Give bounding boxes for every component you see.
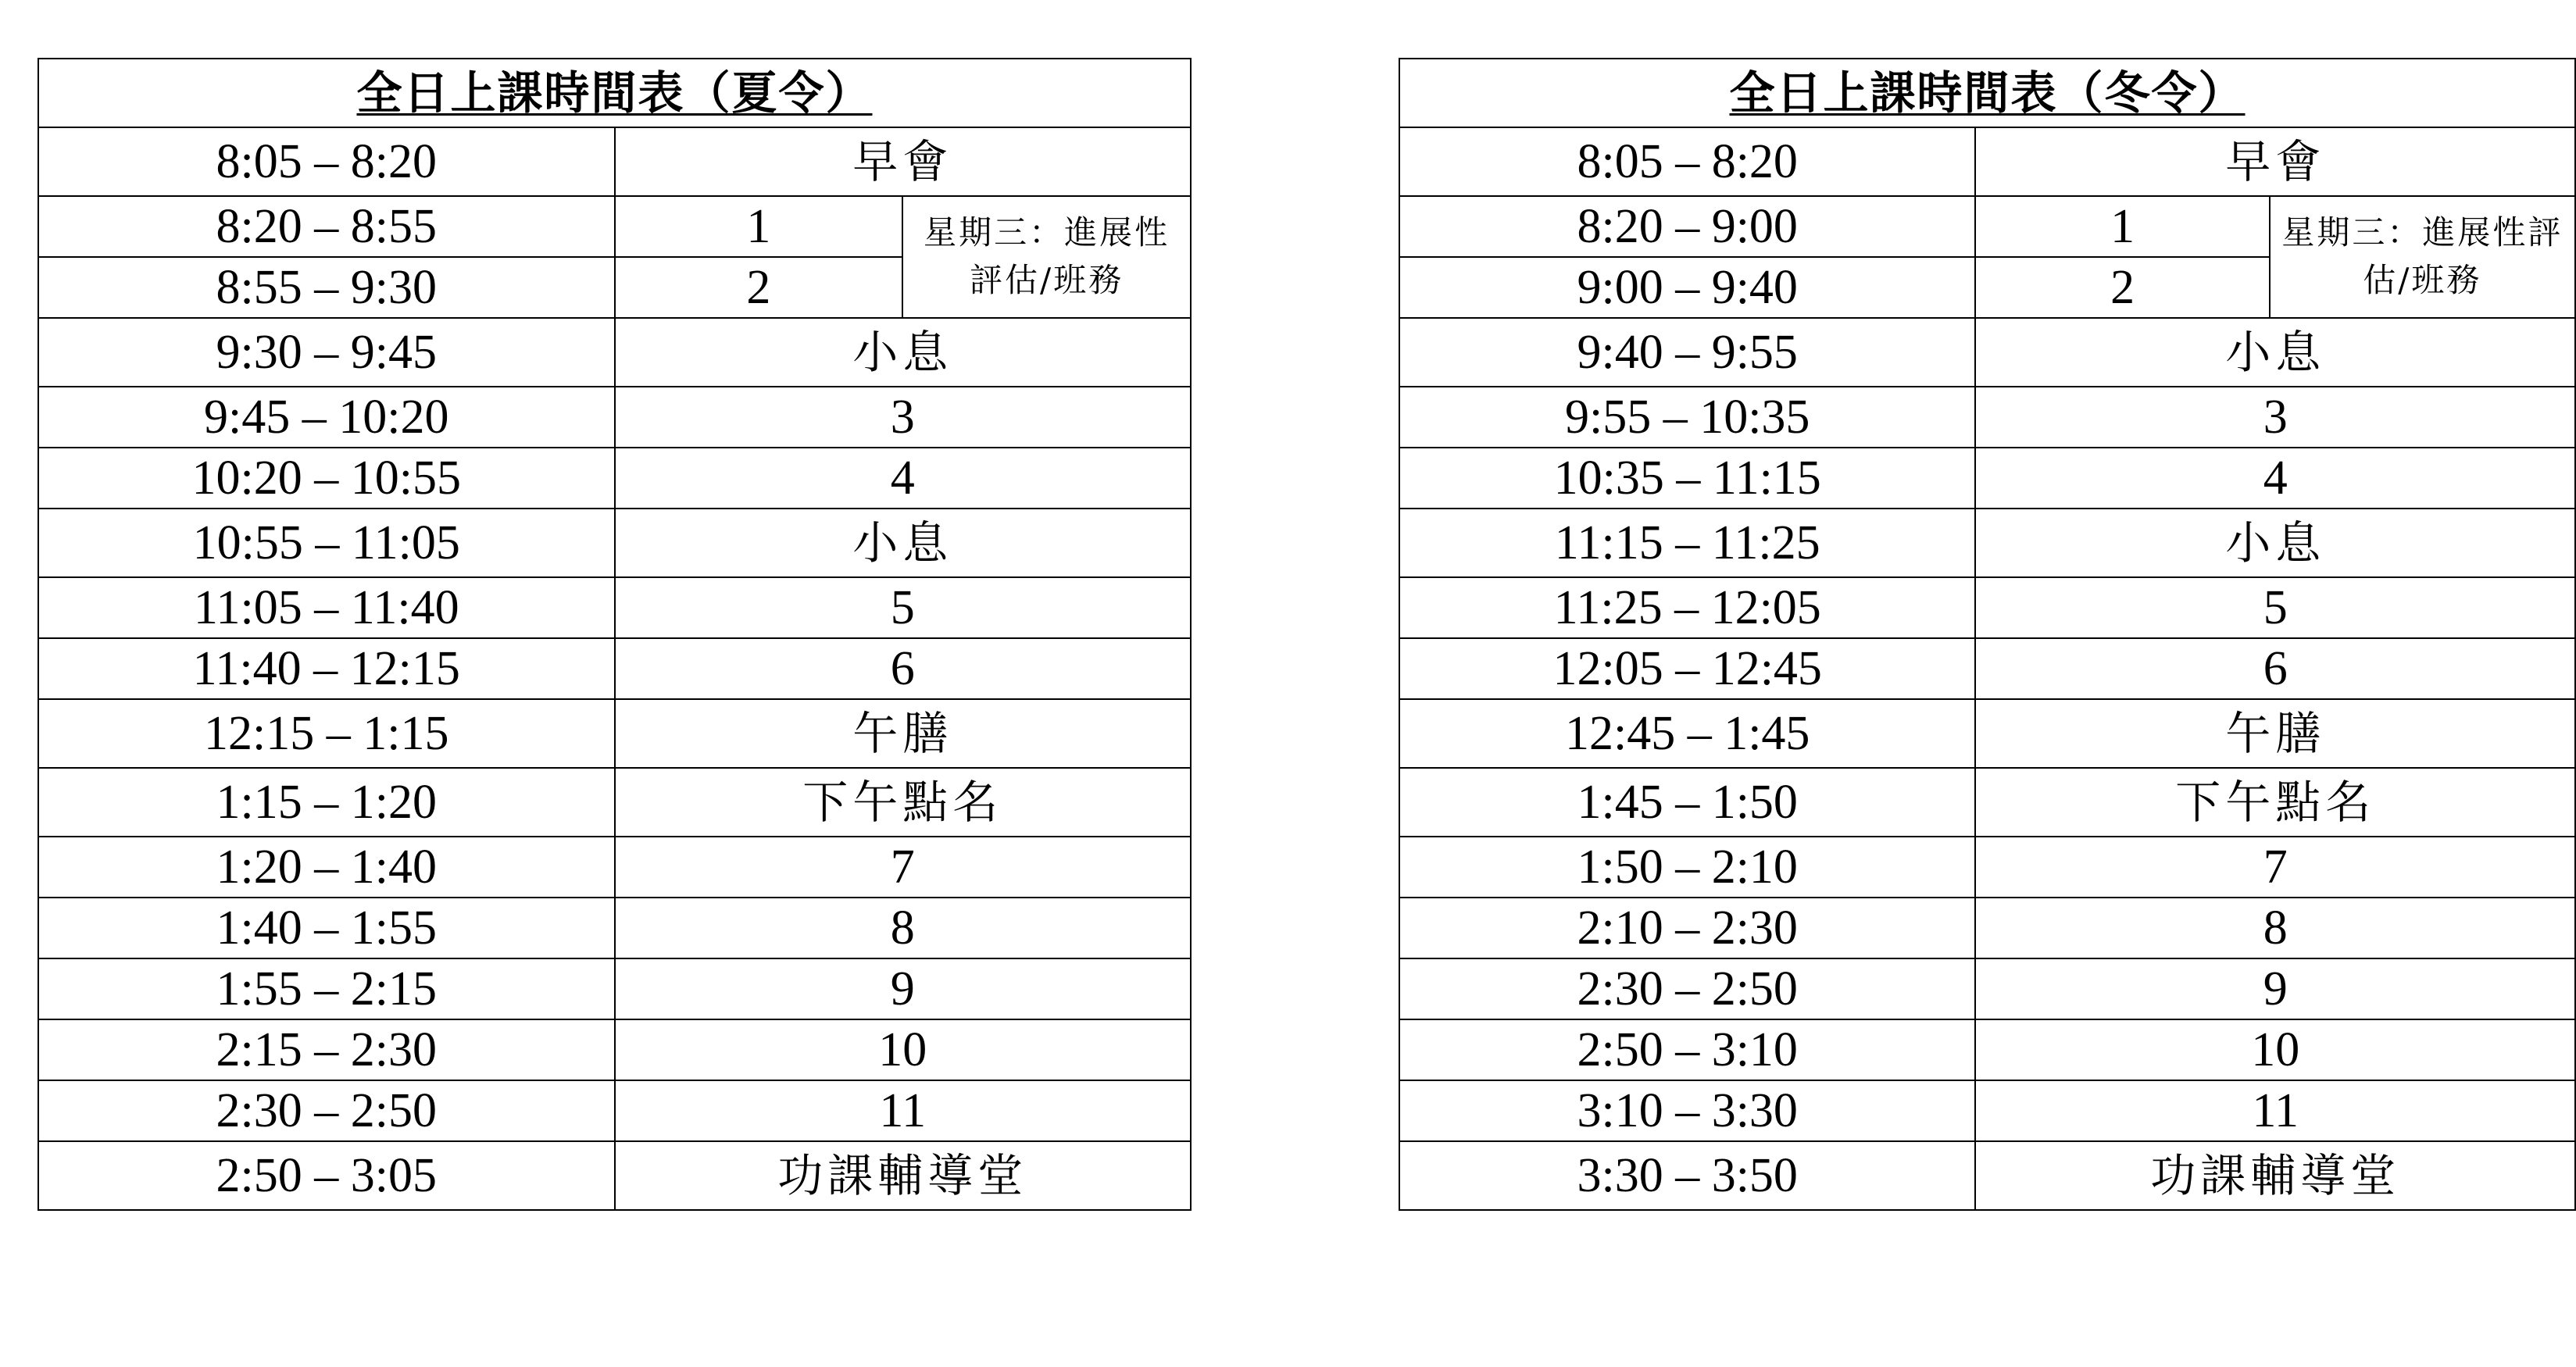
table-row	[1399, 638, 2575, 699]
table-row	[38, 638, 1191, 699]
table-row	[1399, 318, 2575, 387]
activity-cell: 功課輔導堂	[615, 1141, 1192, 1210]
wednesday-note: 星期三：進展性評估/班務	[2270, 196, 2575, 318]
table-row	[38, 448, 1191, 509]
time-cell: 12:15 – 1:15	[38, 699, 615, 768]
period-cell: 7	[1975, 837, 2575, 898]
table-row	[1399, 837, 2575, 898]
time-cell: 2:50 – 3:10	[1399, 1019, 1975, 1080]
table-row	[1399, 1141, 2575, 1210]
time-cell: 8:20 – 9:00	[1399, 196, 1975, 257]
period-cell: 7	[615, 837, 1192, 898]
table-row	[1399, 1019, 2575, 1080]
period-cell: 10	[615, 1019, 1192, 1080]
table-row	[38, 1141, 1191, 1210]
table-row	[38, 509, 1191, 577]
activity-cell: 功課輔導堂	[1975, 1141, 2575, 1210]
activity-cell: 小息	[615, 318, 1192, 387]
time-cell: 2:15 – 2:30	[38, 1019, 615, 1080]
time-cell: 8:05 – 8:20	[38, 127, 615, 196]
time-cell: 12:45 – 1:45	[1399, 699, 1975, 768]
table-row	[1399, 577, 2575, 638]
table-row	[1399, 768, 2575, 837]
table-row	[38, 318, 1191, 387]
time-cell: 3:30 – 3:50	[1399, 1141, 1975, 1210]
time-cell: 2:30 – 2:50	[38, 1080, 615, 1141]
period-cell: 3	[615, 387, 1192, 448]
time-cell: 10:35 – 11:15	[1399, 448, 1975, 509]
period-cell: 5	[1975, 577, 2575, 638]
activity-cell: 小息	[615, 509, 1192, 577]
summer-schedule-table	[38, 58, 1192, 1211]
time-cell: 1:55 – 2:15	[38, 958, 615, 1019]
table-title-cell	[1399, 59, 2575, 127]
time-cell: 3:10 – 3:30	[1399, 1080, 1975, 1141]
time-cell: 11:40 – 12:15	[38, 638, 615, 699]
table-row	[38, 1080, 1191, 1141]
period-cell: 4	[1975, 448, 2575, 509]
table-row	[38, 196, 1191, 257]
winter-schedule-body	[1399, 59, 2575, 1210]
period-cell: 2	[1975, 257, 2269, 318]
time-cell: 9:30 – 9:45	[38, 318, 615, 387]
wednesday-note: 星期三：進展性評估/班務	[902, 196, 1191, 318]
table-title-row	[1399, 59, 2575, 127]
table-row	[38, 1019, 1191, 1080]
activity-cell: 早會	[615, 127, 1192, 196]
period-cell: 11	[615, 1080, 1192, 1141]
time-cell: 1:15 – 1:20	[38, 768, 615, 837]
time-cell: 1:45 – 1:50	[1399, 768, 1975, 837]
activity-cell: 下午點名	[615, 768, 1192, 837]
time-cell: 2:10 – 2:30	[1399, 898, 1975, 958]
time-cell: 10:55 – 11:05	[38, 509, 615, 577]
time-cell: 9:55 – 10:35	[1399, 387, 1975, 448]
table-row	[1399, 898, 2575, 958]
time-cell: 8:05 – 8:20	[1399, 127, 1975, 196]
activity-cell: 小息	[1975, 318, 2575, 387]
table-row	[38, 387, 1191, 448]
table-row	[38, 699, 1191, 768]
time-cell: 9:00 – 9:40	[1399, 257, 1975, 318]
time-cell: 11:15 – 11:25	[1399, 509, 1975, 577]
time-cell: 11:05 – 11:40	[38, 577, 615, 638]
period-cell: 9	[1975, 958, 2575, 1019]
table-row	[38, 958, 1191, 1019]
time-cell: 8:20 – 8:55	[38, 196, 615, 257]
activity-cell: 早會	[1975, 127, 2575, 196]
time-cell: 1:50 – 2:10	[1399, 837, 1975, 898]
table-row	[38, 898, 1191, 958]
table-row	[38, 127, 1191, 196]
time-cell: 1:20 – 1:40	[38, 837, 615, 898]
time-cell: 11:25 – 12:05	[1399, 577, 1975, 638]
period-cell: 6	[1975, 638, 2575, 699]
table-row	[38, 577, 1191, 638]
period-cell: 4	[615, 448, 1192, 509]
period-cell: 5	[615, 577, 1192, 638]
time-cell: 2:50 – 3:05	[38, 1141, 615, 1210]
table-row	[1399, 387, 2575, 448]
table-row	[1399, 958, 2575, 1019]
time-cell: 9:40 – 9:55	[1399, 318, 1975, 387]
schedule-title: 全日上課時間表（夏令）	[356, 66, 873, 120]
table-row	[1399, 196, 2575, 257]
period-cell: 9	[615, 958, 1192, 1019]
table-row	[38, 837, 1191, 898]
table-row	[1399, 699, 2575, 768]
schedule-title: 全日上課時間表（冬令）	[1729, 66, 2246, 120]
period-cell: 2	[615, 257, 903, 318]
table-row	[1399, 1080, 2575, 1141]
activity-cell: 午膳	[1975, 699, 2575, 768]
time-cell: 12:05 – 12:45	[1399, 638, 1975, 699]
activity-cell: 午膳	[615, 699, 1192, 768]
activity-cell: 下午點名	[1975, 768, 2575, 837]
winter-schedule-table	[1399, 58, 2576, 1211]
time-cell: 9:45 – 10:20	[38, 387, 615, 448]
table-row	[1399, 509, 2575, 577]
period-cell: 1	[615, 196, 903, 257]
period-cell: 6	[615, 638, 1192, 699]
time-cell: 1:40 – 1:55	[38, 898, 615, 958]
activity-cell: 小息	[1975, 509, 2575, 577]
time-cell: 10:20 – 10:55	[38, 448, 615, 509]
period-cell: 8	[1975, 898, 2575, 958]
period-cell: 1	[1975, 196, 2269, 257]
summer-schedule-body	[38, 59, 1191, 1210]
period-cell: 10	[1975, 1019, 2575, 1080]
table-row	[38, 768, 1191, 837]
period-cell: 8	[615, 898, 1192, 958]
table-title-cell	[38, 59, 1191, 127]
period-cell: 3	[1975, 387, 2575, 448]
table-row	[1399, 448, 2575, 509]
table-title-row	[38, 59, 1191, 127]
period-cell: 11	[1975, 1080, 2575, 1141]
table-row	[1399, 127, 2575, 196]
time-cell: 8:55 – 9:30	[38, 257, 615, 318]
time-cell: 2:30 – 2:50	[1399, 958, 1975, 1019]
